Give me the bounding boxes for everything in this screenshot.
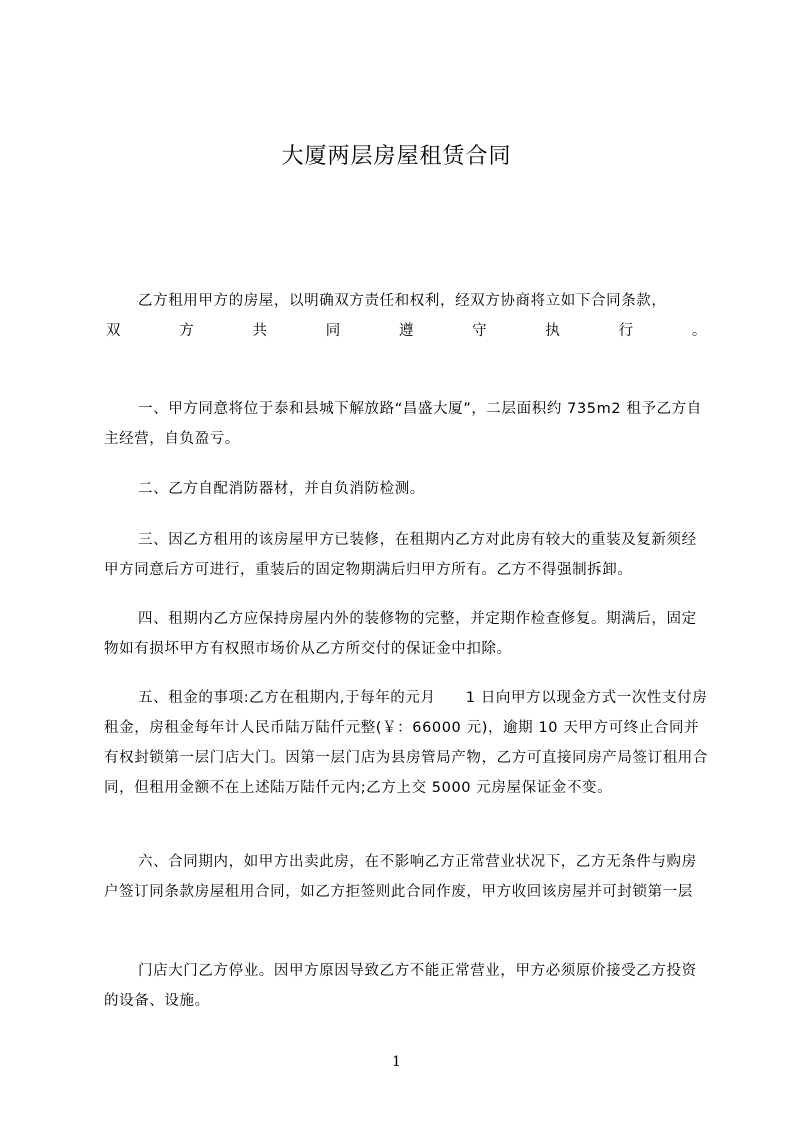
intro-char: 行 [618,323,634,339]
intro-char: 共 [252,323,268,339]
clause-6-continued: 门店大门乙方停业。因甲方原因导致乙方不能正常营业，甲方必须原价接受乙方投资的设备、设施。 [104,963,697,1009]
intro-char: 执 [545,323,561,339]
clause-6: 六、合同期内，如甲方出卖此房，在不影响乙方正常营业状况下，乙方无条件与购房户签订同条款房屋租用合同，如乙方拒签则此合同作废，甲方收回该房屋并可封锁第一层 [104,854,697,900]
clause-2: 二、乙方自配消防器材，并自负消防检测。 [138,481,425,497]
page-number: 1 [392,1054,401,1070]
intro-char: 遵 [398,323,415,339]
intro-char: 同 [325,323,341,339]
intro-paragraph [104,286,709,346]
intro-char: 守 [472,323,488,339]
document-title: 大厦两层房屋租赁合同 [281,144,512,169]
intro-line-1: 乙方租用甲方的房屋，以明确双方责任和权利，经双方协商将立如下合同条款， [138,293,667,309]
clause-4: 四、租期内乙方应保持房屋内外的装修物的完整，并定期作检查修复。期满后，固定物如有损坏甲方有权照市场价从乙方所交付的保证金中扣除。 [104,611,697,657]
intro-line-2 [104,316,709,346]
intro-char: 。 [691,323,707,339]
intro-char: 双 [106,323,122,339]
clause-1: 一、甲方同意将位于泰和县城下解放路“昌盛大厦”，二层面积约 735m2 租予乙方自主经营，自负盈亏。 [104,401,702,447]
clause-5: 五、租金的事项:乙方在租期内,于每年的元月 1 日向甲方以现金方式一次性支付房租金，房租金每年计人民币陆万陆仟元整(￥：66000 元)，逾期 10 天甲方可终止合同并有权封锁第一层门店大门。因第一层门店为县房管局产物，乙方可直接同房产局签订租用合同，但租用金额不在上述陆万陆仟元内;乙方上交 5000 元房屋保证金不变。 [104,690,708,796]
clause-3: 三、因乙方租用的该房屋甲方已装修，在租期内乙方对此房有较大的重装及复新须经甲方同意后方可进行，重装后的固定物期满后归甲方所有。乙方不得强制拆卸。 [104,532,697,578]
intro-char: 方 [179,323,195,339]
